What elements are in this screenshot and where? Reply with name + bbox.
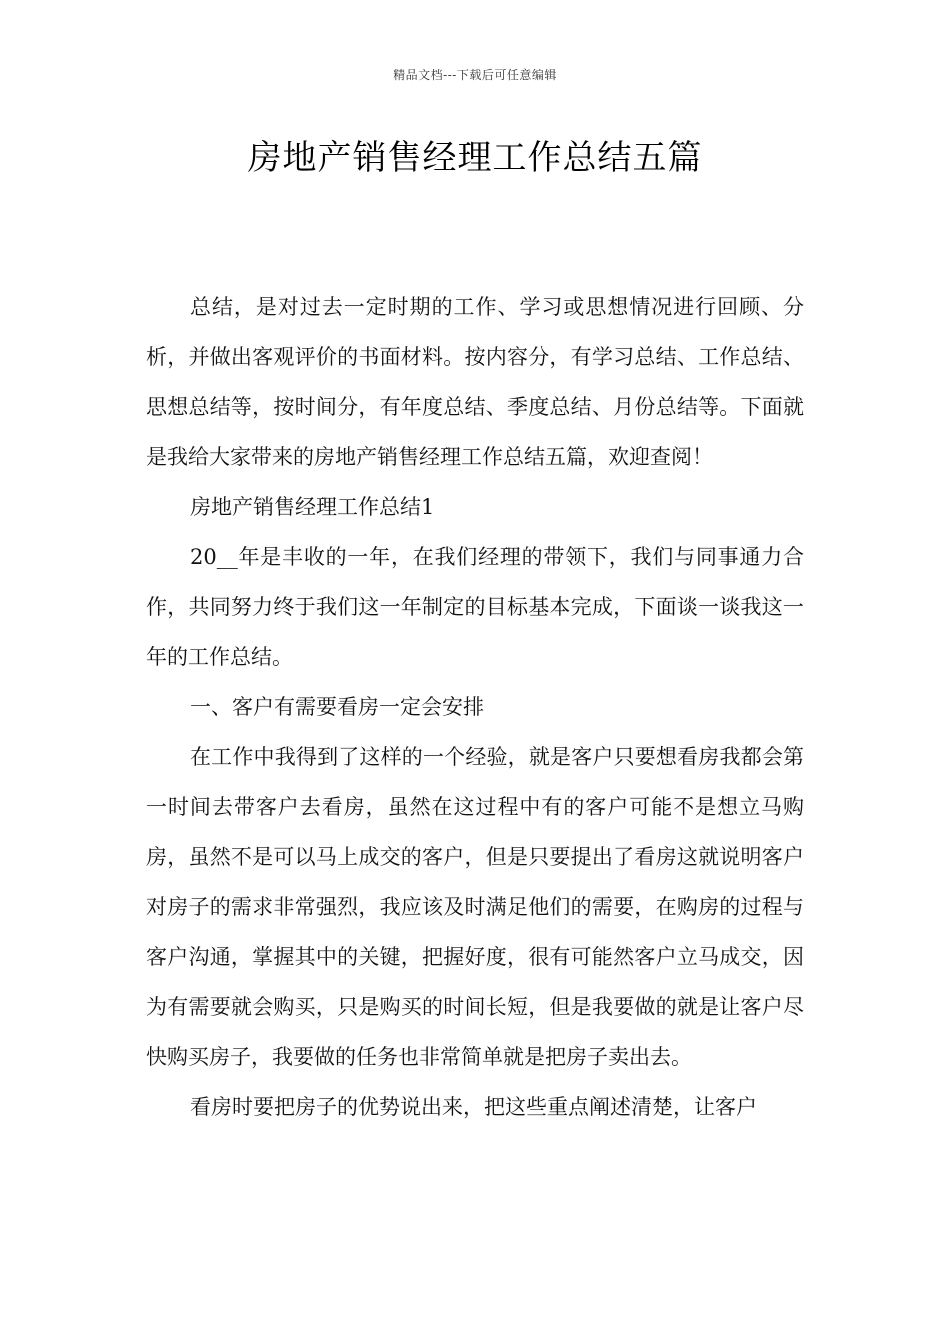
document-body — [146, 282, 804, 1132]
subsection-heading: 一、客户有需要看房一定会安排 — [190, 695, 484, 719]
document-title: 房地产销售经理工作总结五篇 — [247, 138, 703, 178]
body-paragraph: 看房时要把房子的优势说出来，把这些重点阐述清楚，让客户 — [190, 1095, 757, 1119]
section-heading: 房地产销售经理工作总结1 — [190, 495, 435, 519]
intro-paragraph: 总结，是对过去一定时期的工作、学习或思想情况进行回顾、分析，并做出客观评价的书面材料。按内容分，有学习总结、工作总结、思想总结等，按时间分，有年度总结、季度总结、月份总结等。下面就是我给大家带来的房地产销售经理工作总结五篇，欢迎查阅！ — [146, 295, 804, 469]
header-note: 精品文档---下载后可任意编辑 — [393, 68, 557, 82]
body-paragraph: 20__年是丰收的一年，在我们经理的带领下，我们与同事通力合作，共同努力终于我们这一年制定的目标基本完成，下面谈一谈我这一年的工作总结。 — [146, 545, 804, 669]
body-paragraph: 在工作中我得到了这样的一个经验，就是客户只要想看房我都会第一时间去带客户去看房，虽然在这过程中有的客户可能不是想立马购房，虽然不是可以马上成交的客户，但是只要提出了看房这就说明客户对房子的需求非常强烈，我应该及时满足他们的需要，在购房的过程与客户沟通，掌握其中的关键，把握好度，很有可能然客户立马成交，因为有需要就会购买，只是购买的时间长短，但是我要做的就是让客户尽快购买房子，我要做的任务也非常简单就是把房子卖出去。 — [146, 745, 804, 1069]
